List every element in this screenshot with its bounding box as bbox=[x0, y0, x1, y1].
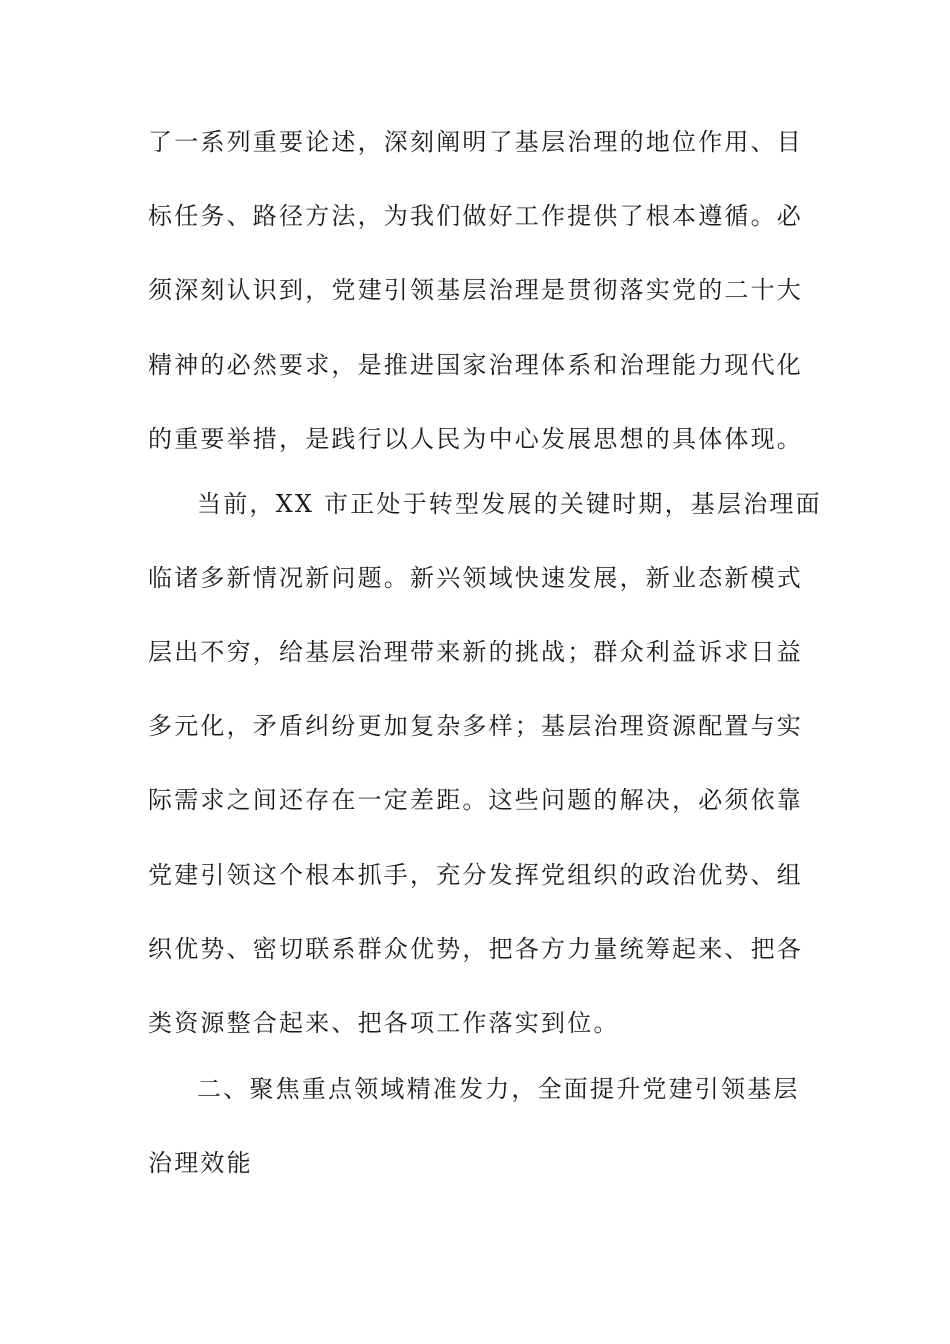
paragraph-line: 党建引领这个根本抓手，充分发挥党组织的政治优势、组 bbox=[148, 861, 803, 889]
paragraph-line: 类资源整合起来、把各项工作落实到位。 bbox=[148, 1009, 620, 1037]
paragraph-line: 精神的必然要求，是推进国家治理体系和治理能力现代化 bbox=[148, 351, 803, 379]
paragraph-line: 际需求之间还存在一定差距。这些问题的解决，必须依靠 bbox=[148, 786, 803, 814]
paragraph-line: 织优势、密切联系群众优势，把各方力量统筹起来、把各 bbox=[148, 935, 803, 963]
paragraph-line: 须深刻认识到，党建引领基层治理是贯彻落实党的二十大 bbox=[148, 276, 803, 304]
paragraph-line: 当前，XX 市正处于转型发展的关键时期，基层治理面 bbox=[197, 490, 822, 518]
paragraph-line: 层出不穷，给基层治理带来新的挑战；群众利益诉求日益 bbox=[148, 638, 803, 666]
section-heading-line: 治理效能 bbox=[148, 1149, 253, 1177]
paragraph-line: 临诸多新情况新问题。新兴领域快速发展，新业态新模式 bbox=[148, 564, 803, 592]
section-heading-line: 二、聚焦重点领域精准发力，全面提升党建引领基层 bbox=[197, 1075, 800, 1103]
paragraph-line: 标任务、路径方法，为我们做好工作提供了根本遵循。必 bbox=[148, 202, 803, 230]
paragraph-line: 了一系列重要论述，深刻阐明了基层治理的地位作用、目 bbox=[148, 128, 803, 156]
paragraph-line: 多元化，矛盾纠纷更加复杂多样；基层治理资源配置与实 bbox=[148, 712, 803, 740]
paragraph-line: 的重要举措，是践行以人民为中心发展思想的具体体现。 bbox=[148, 425, 803, 453]
